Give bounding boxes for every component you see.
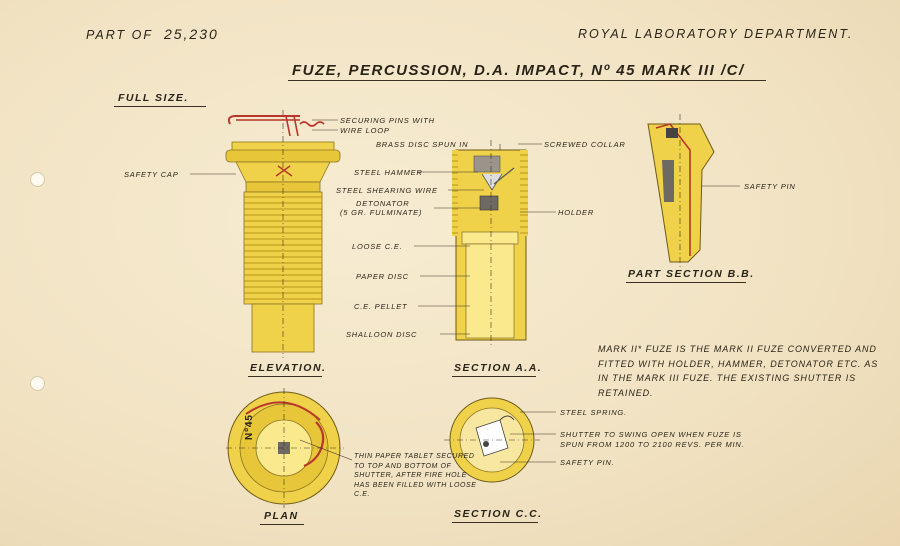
label-safety-pin-cc: SAFETY PIN. [560, 458, 615, 467]
view-title-elevation: ELEVATION. [250, 362, 327, 374]
label-holder: HOLDER [558, 208, 595, 217]
label-screwed-collar: SCREWED COLLAR [544, 140, 626, 149]
label-steel-hammer: STEEL HAMMER [354, 168, 423, 177]
department-label: ROYAL LABORATORY DEPARTMENT. [578, 27, 854, 41]
label-wire-loop: WIRE LOOP [340, 126, 390, 135]
view-title-part-section-bb: PART SECTION B.B. [628, 268, 755, 280]
label-shutter-line2: SPUN FROM 1200 TO 2100 REVS. PER MIN. [560, 440, 745, 449]
scale-note: FULL SIZE. [118, 92, 189, 104]
mark-note: MARK II* FUZE IS THE MARK II FUZE CONVERTED AND FITTED WITH HOLDER, HAMMER, DETONATOR ETC. AS IN THE MARK III FUZE. THE EXISTING SHUTTER IS RETAINED. [598, 344, 879, 398]
label-ce-pellet: C.E. PELLET [354, 302, 408, 311]
part-of-label: PART OF 25,230 [86, 26, 219, 42]
elevation-view [226, 110, 340, 358]
view-title-section-cc: SECTION C.C. [454, 508, 543, 520]
plan-view [226, 388, 344, 508]
part-section-bb-view [648, 114, 714, 268]
label-paper-disc: PAPER DISC [356, 272, 409, 281]
view-underline [452, 376, 536, 377]
label-safety-pin-bb: SAFETY PIN [744, 182, 796, 191]
label-detonator: DETONATOR [356, 199, 410, 208]
label-steel-shearing-wire: STEEL SHEARING WIRE [336, 186, 438, 195]
view-underline [452, 522, 538, 523]
plan-marking: Nº45 [244, 414, 255, 440]
view-underline [248, 376, 322, 377]
label-brass-disc: BRASS DISC SPUN IN [376, 140, 469, 149]
label-detonator-charge: (5 GR. FULMINATE) [340, 208, 423, 217]
view-title-plan: PLAN [264, 510, 299, 522]
label-shalloon-disc: SHALLOON DISC [346, 330, 418, 339]
label-safety-cap: SAFETY CAP [124, 170, 179, 179]
view-underline [260, 524, 304, 525]
drawing-title: FUZE, PERCUSSION, D.A. IMPACT, Nº 45 MARK III /C/ [292, 62, 745, 79]
label-securing-pins: SECURING PINS WITH [340, 116, 435, 125]
view-underline [626, 282, 746, 283]
view-title-section-aa: SECTION A.A. [454, 362, 543, 374]
label-loose-ce: LOOSE C.E. [352, 242, 403, 251]
title-suffix: /C/ [720, 62, 745, 79]
label-tablet: THIN PAPER TABLET SECURED TO TOP AND BOTTOM OF SHUTTER, AFTER FIRE HOLE HAS BEEN FILLED WITH LOOSE C.E. [354, 453, 477, 498]
part-number: 25,230 [163, 26, 219, 42]
label-shutter-line1: SHUTTER TO SWING OPEN WHEN FUZE IS [560, 430, 742, 439]
section-aa-view [452, 140, 528, 348]
label-steel-spring: STEEL SPRING. [560, 408, 627, 417]
